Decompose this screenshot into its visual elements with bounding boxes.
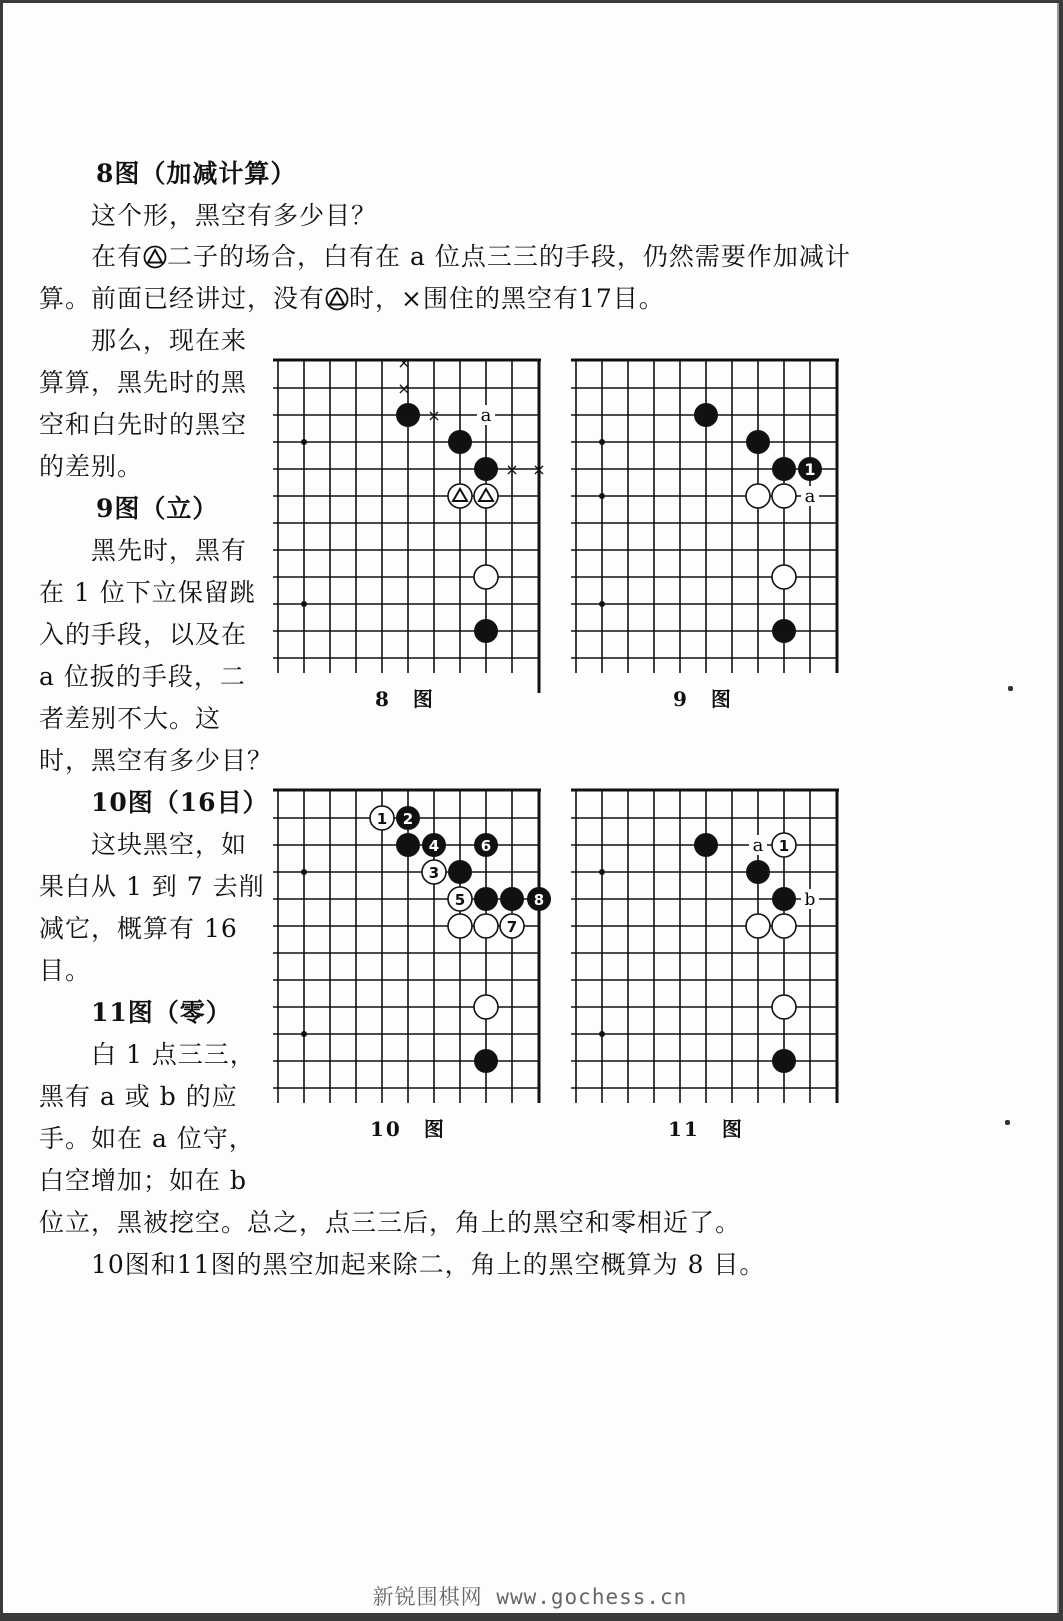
text-span: 在有: [91, 242, 144, 271]
text-line: 位立，黑被挖空。总之，点三三后，角上的黑空和零相近了。: [39, 1208, 742, 1237]
star-point: [301, 601, 307, 607]
text-line: [91, 242, 851, 272]
text-line: 算算，黑先时的黑: [39, 368, 248, 397]
text-line: 黑先时，黑有: [91, 536, 248, 565]
black-stone: [474, 887, 498, 911]
black-stone: [746, 860, 770, 884]
triangle-marked-white-stone: [448, 484, 472, 508]
text-line: 那么，现在来: [91, 326, 248, 355]
text-line: 目。: [39, 956, 92, 985]
text-line: 减它，概算有 16: [39, 914, 238, 943]
white-stone: [474, 914, 498, 938]
black-stone: [772, 619, 796, 643]
text-line: 在 1 位下立保留跳: [39, 578, 256, 607]
diagram-11-heading: 11图（零）: [91, 998, 232, 1027]
point-label-a: a: [752, 835, 764, 856]
text-span: 算。前面已经讲过，没有: [39, 284, 326, 313]
white-stone: [772, 995, 796, 1019]
text-line: 果白从 1 到 7 去削: [39, 872, 265, 901]
text-line: [39, 284, 665, 314]
triangle-marked-stone-icon: [325, 287, 349, 311]
star-point: [599, 601, 605, 607]
svg-text:8: 8: [533, 891, 545, 909]
svg-text:1: 1: [376, 810, 388, 828]
star-point: [599, 869, 605, 875]
white-stone: [746, 914, 770, 938]
black-stone: [474, 1049, 498, 1073]
diagram-9-heading: 9图（立）: [96, 494, 219, 523]
svg-text:3: 3: [428, 864, 440, 882]
go-diagram-8: [273, 358, 563, 693]
point-label-a: a: [480, 405, 492, 426]
white-stone: [448, 914, 472, 938]
svg-text:4: 4: [428, 837, 440, 855]
cross-marker: ×: [427, 406, 441, 425]
text-line: a 位扳的手段，二: [39, 662, 246, 691]
white-stone: [746, 484, 770, 508]
black-stone-move-6: [474, 833, 498, 857]
point-label-b: b: [804, 890, 816, 910]
diagram-8-caption: 8 图: [375, 687, 435, 711]
cross-marker: ×: [505, 460, 519, 479]
black-stone: [772, 887, 796, 911]
text-line: 的差别。: [39, 452, 144, 481]
triangle-marked-stone-icon: [143, 245, 167, 269]
black-stone: [474, 619, 498, 643]
diagram-9-caption: 9 图: [673, 687, 733, 711]
star-point: [301, 1031, 307, 1037]
black-stone: [448, 860, 472, 884]
black-stone: [772, 1049, 796, 1073]
white-stone: [772, 565, 796, 589]
text-line: 手。如在 a 位守，: [39, 1124, 255, 1153]
white-stone: [474, 995, 498, 1019]
watermark-footer: 新锐围棋网 www.gochess.cn: [372, 1585, 688, 1609]
diagram-10-heading: 10图（16目）: [91, 788, 269, 817]
star-point: [599, 439, 605, 445]
white-stone-move-1: [370, 806, 394, 830]
black-stone: [772, 457, 796, 481]
black-stone: [694, 403, 718, 427]
triangle-marked-white-stone: [474, 484, 498, 508]
black-stone: [500, 887, 524, 911]
svg-text:7: 7: [506, 918, 518, 936]
white-stone-move-5: [448, 887, 472, 911]
svg-text:2: 2: [402, 810, 414, 828]
star-point: [599, 493, 605, 499]
cross-marker: ×: [397, 358, 411, 372]
black-stone-move-2: [396, 806, 420, 830]
white-stone-move-7: [500, 914, 524, 938]
diagram-11-caption: 11 图: [668, 1117, 744, 1141]
black-stone: [448, 430, 472, 454]
text-line: 白 1 点三三，: [91, 1040, 256, 1069]
cross-marker: ×: [397, 379, 411, 398]
scan-speck: [1008, 686, 1013, 691]
black-stone: [474, 457, 498, 481]
go-diagram-10: [273, 788, 563, 1123]
page: [3, 3, 1059, 1613]
white-stone-move-3: [422, 860, 446, 884]
black-stone: [396, 403, 420, 427]
black-stone: [396, 833, 420, 857]
star-point: [599, 1031, 605, 1037]
scan-speck: [1005, 1120, 1010, 1125]
black-stone-move-1: [798, 457, 822, 481]
text-line: 10图和11图的黑空加起来除二，角上的黑空概算为 8 目。: [91, 1250, 766, 1279]
text-line: 这个形，黑空有多少目？: [91, 201, 378, 230]
cross-marker: ×: [532, 460, 546, 479]
go-diagram-11: [571, 788, 861, 1123]
white-stone: [772, 484, 796, 508]
go-diagram-9: [571, 358, 861, 693]
white-stone: [772, 914, 796, 938]
text-line: 空和白先时的黑空: [39, 410, 248, 439]
black-stone: [746, 430, 770, 454]
black-stone: [694, 833, 718, 857]
text-line: 时，黑空有多少目？: [39, 746, 274, 775]
text-line: 者差别不大。这: [39, 704, 222, 733]
diagram-10-caption: 10 图: [370, 1117, 446, 1141]
svg-text:1: 1: [778, 837, 790, 855]
svg-text:1: 1: [804, 460, 816, 479]
point-label-a: a: [804, 486, 816, 507]
white-stone-move-1: [772, 833, 796, 857]
text-line: 入的手段，以及在: [39, 620, 248, 649]
diagram-8-heading: 8图（加减计算）: [96, 159, 297, 188]
svg-text:5: 5: [454, 891, 466, 909]
white-stone: [474, 565, 498, 589]
black-stone-move-4: [422, 833, 446, 857]
text-line: 这块黑空，如: [91, 830, 248, 859]
star-point: [301, 869, 307, 875]
text-line: 白空增加；如在 b: [39, 1166, 247, 1195]
text-span: 时，×围住的黑空有17目。: [349, 284, 665, 313]
svg-text:6: 6: [480, 837, 492, 855]
text-line: 黑有 a 或 b 的应: [39, 1082, 238, 1111]
star-point: [301, 439, 307, 445]
text-span: 二子的场合，白有在 a 位点三三的手段，仍然需要作加减计: [167, 242, 851, 271]
black-stone-move-8: [527, 887, 551, 911]
